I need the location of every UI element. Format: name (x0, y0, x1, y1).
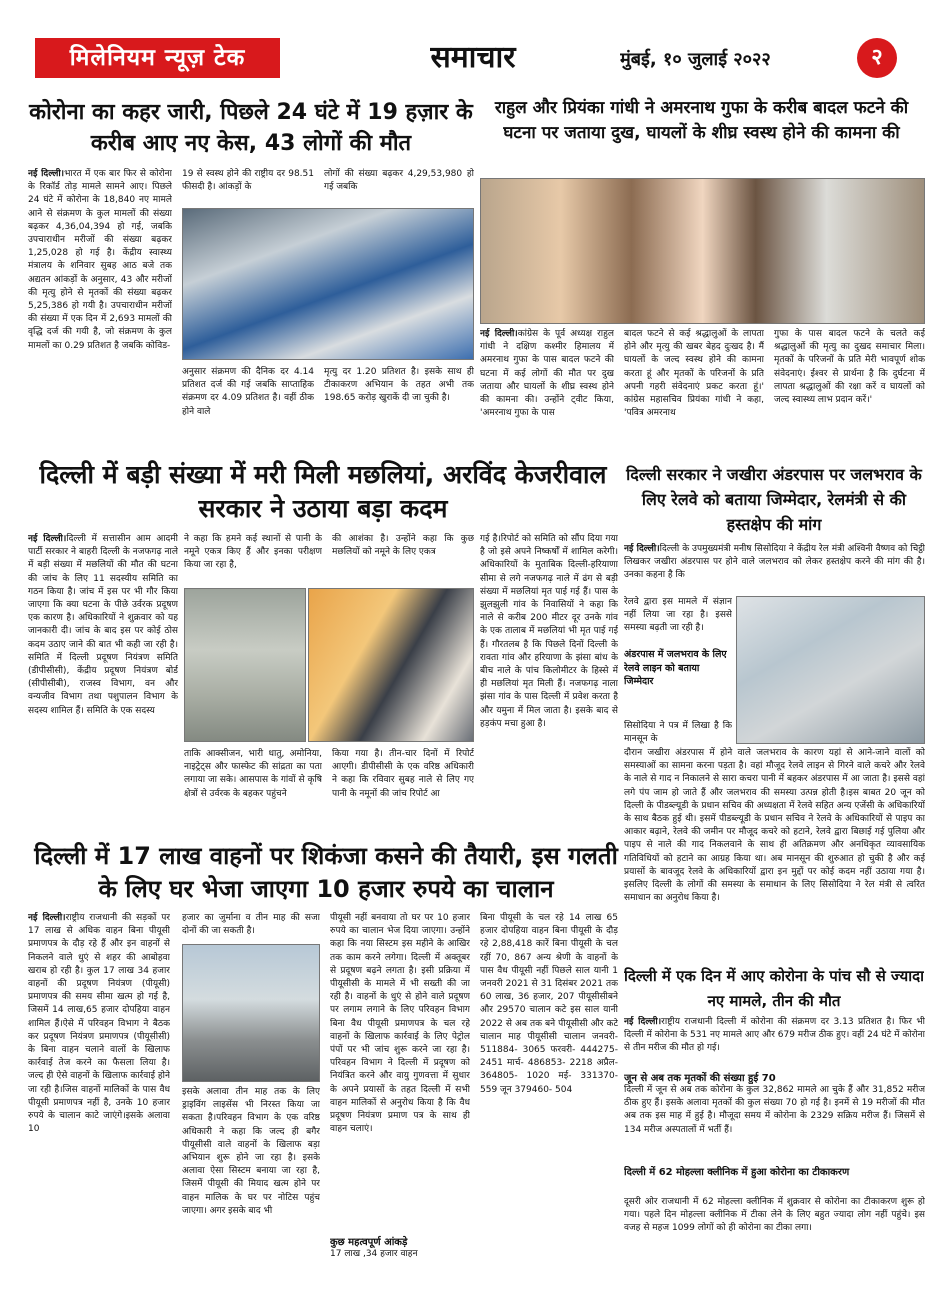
story3-dateline: नई दिल्ली। (28, 534, 67, 544)
story5-headline: दिल्ली में 17 लाख वाहनों पर शिकंजा कसने की तैयारी, इस गलती के लिए घर भेजा जाएगा 10 हजार रुपये का चालान (34, 842, 618, 903)
story5-dateline: नई दिल्ली। (28, 913, 66, 923)
story6-headline: दिल्ली में एक दिन में आए कोरोना के पांच सौ से ज्यादा नए मामले, तीन की मौत (624, 967, 924, 1010)
story6-p2: दिल्ली में जून से अब तक कोरोना के कुल 32,862 मामले आ चुके हैं और 31,852 मरीज ठीक हुए हैं। इसके अलावा मृतकों की कुल संख्या 70 हो गई है। इनमें से 19 मरीजों की मौत अब तक इस माह में हुई है। मौजूदा समय में कोरोना के 2329 सक्रिय मरीज हैं। जिसमें से 134 मरीज अस्पतालों में भर्ती हैं। (624, 1085, 925, 1135)
kejriwal-photo (308, 588, 474, 742)
story3-headline: दिल्ली में बड़ी संख्या में मरी मिली मछलियां, अरविंद केजरीवाल सरकार ने उठाया बड़ा कदम (39, 460, 607, 523)
traffic-check-photo (182, 944, 320, 1082)
story3-col3b: किया गया है। तीन-चार दिनों में रिपोर्ट आएगी। डीपीसीसी के एक वरिष्ठ अधिकारी ने कहा कि रविवार सुबह नाले से लिए गए पानी के नमूनों की जांच रिपोर्ट आ (332, 749, 474, 799)
story3-col4: गई है।रिपोर्ट को समिति को सौंप दिया गया है जो इसे अपने निष्कर्षों में शामिल करेगी। अधिकारियों के मुताबिक दिल्ली-हरियाणा सीमा से लगे नजफगढ़ नाले में ढंग से बड़ी संख्या में मछलियां मृत पाई गई हैं। पास के झुलझुली गांव के निवासियों ने कहा कि नाले से करीब 200 मीटर दूर उनके गांव के एक तालाब में मछलियां भी मृत पाई गई हैं। गौरतलब है कि पिछले दिनों दिल्ली के रावता गांव और हरियाणा के झंसा बांध के बीच नाले के पांच किलोमीटर के हिस्से में ही मछलियां मृत मिली हैं। नजफगढ़ नाला झंसा गांव के पास दिल्ली में प्रवेश करता है और यमुना में मिल जाता है। इसके बाद से हड़कंप मचा हुआ है। (480, 534, 618, 729)
story5-col2a: हजार का जुर्माना व तीन माह की सजा दोनों की जा सकती है। (182, 913, 320, 937)
story4-intro: नई दिल्ली।दिल्ली के उपमुख्यमंत्री मनीष सिसोदिया ने केंद्रीय रेल मंत्री अश्विनी वैष्णव को चिट्ठी लिखकर जखीरा अंडरपास पर होने वाले जलभराव को लेकर हस्तक्षेप करने की मांग की है। उनका कहना है कि (624, 544, 925, 581)
issue-date: मुंबई, १० जुलाई २०२२ (620, 49, 771, 70)
story1-dateline: नई दिल्ली। (28, 169, 65, 179)
story4-dateline: नई दिल्ली। (624, 544, 660, 554)
story2-col2: बादल फटने से कई श्रद्धालुओं के लापता होने और मृत्यु की खबर बेहद दुःखद है। मैं घायलों के जल्द स्वस्थ होने की कामना करता हूं और मृतकों के परिजनों के प्रति अपनी गहरी संवेदनाएं प्रकट करता हूं।' कांग्रेस महासचिव प्रियंका गांधी ने कहा, 'पवित्र अमरनाथ (624, 329, 764, 419)
story6-subhead1: जून से अब तक मृतकों की संख्या हुई 70 (624, 1073, 776, 1084)
story6-p3: दूसरी ओर राजधानी में 62 मोहल्ला क्लीनिक में शुक्रवार से कोरोना का टीकाकरण शुरू हो गया। पहले दिन मोहल्ला क्लीनिक में टीका लेने के लिए बहुत ज्यादा लोग नहीं पहुंचे। इस वजह से महज 1099 लोगों को ही कोरोना का टीका लगा। (624, 1197, 925, 1234)
story4-side: रेलवे द्वारा इस मामले में संज्ञान नहीं लिया जा रहा है। इससे समस्या बढ़ती जा रही है। (624, 597, 732, 634)
story1-col1: नई दिल्ली।भारत में एक बार फिर से कोरोना के रिकॉर्ड तोड़ मामले सामने आए। पिछले 24 घंटे में कोरोना के 18,840 नए मामले आने से संक्रमण के कुल मामलों की संख्या बढ़कर 4,36,04,394 हो गई, जबकि उपचाराधीन मरीजों की संख्या बढ़कर 1,25,028 हो गई है। केंद्रीय स्वास्थ्य मंत्रालय के शनिवार सुबह आठ बजे तक अद्यतन आंकड़ों के अनुसार, 43 और मरीजों की मृत्यु होने से मृतकों की संख्या बढ़कर 5,25,386 हो गयी है। उपचाराधीन मरीजों की संख्या में एक दिन में 2,693 मामलों की वृद्धि दर्ज की गयी है, जो संक्रमण के कुल मामलों का 0.29 प्रतिशत है जबकि कोविड- (28, 169, 172, 351)
story1-col3a: लोगों की संख्या बढ़कर 4,29,53,980 हो गई जबकि (324, 169, 474, 193)
story1-headline: कोरोना का कहर जारी, पिछले 24 घंटे में 19 हज़ार के करीब आए नए केस, 43 लोगों की मौत (29, 100, 473, 156)
story6-dateline: नई दिल्ली। (624, 1017, 662, 1027)
story2-headline: राहुल और प्रियंका गांधी ने अमरनाथ गुफा के करीब बादल फटने की घटना पर जताया दुख, घायलों के शीघ्र स्वस्थ होने की कामना की (494, 98, 909, 143)
story3-col2a: ने कहा कि हमने कई स्थानों से पानी के नमूने एकत्र किए हैं और इनका परीक्षण किया जा रहा है, (184, 534, 322, 571)
story6-subhead2: दिल्ली में 62 मोहल्ला क्लीनिक में हुआ कोरोना का टीकाकरण (624, 1167, 850, 1178)
story4-subhead: अंडरपास में जलभराव के लिए रेलवे लाइन को बताया जिम्मेदार (624, 649, 727, 687)
sisodia-photo (736, 596, 925, 744)
dead-fish-photo (184, 588, 306, 742)
masthead-logo: मिलेनियम न्यूज़ टेक (35, 38, 280, 78)
covid-testing-photo (182, 208, 474, 360)
story3-col1: नई दिल्ली।दिल्ली में सत्तासीन आम आदमी पार्टी सरकार ने बाहरी दिल्ली के नजफगढ़ नाले में बड़ी संख्या में मछलियों की मौत की घटना की जांच के लिए 11 सदस्यीय समिति का गठन किया है। जांच में इस पर भी गौर किया जाएगा कि क्या घटना के पीछे उर्वरक प्रदूषण एक कारण है। अधिकारियों ने शुक्रवार को यह जानकारी दी। जांच के बाद इस पर कोई ठोस कदम उठाए जाने की बात भी कही जा रही है। समिति में दिल्ली प्रदूषण नियंत्रण समिति (डीपीसीसी), केंद्रीय प्रदूषण नियंत्रण बोर्ड (सीपीसीबी), राजस्व विभाग, वन और वन्यजीव विभाग तथा पशुपालन विभाग के सदस्य शामिल हैं। समिति के एक सदस्य (28, 534, 178, 716)
story3-col3a: की आशंका है। उन्होंने कहा कि कुछ मछलियों को नमूने के लिए एकत्र (332, 534, 474, 558)
story5-col2b: इसके अलावा तीन माह तक के लिए ड्राइविंग लाइसेंस भी निरस्त किया जा सकता है।परिवहन विभाग के एक वरिष्ठ अधिकारी ने कहा कि जल्द ही बगैर पीयूसीसी वाले वाहनों के खिलाफ बड़ा अभियान शुरू होने जा रहा है। इसके अलावा ऐसा सिस्टम बनाया जा रहा है, जिसमें पीयूसी की मियाद खत्म होने पर वाहन मालिक के घर पर नोटिस पहुंच जाएगा। अगर इसके बाद भी (182, 1087, 320, 1216)
story5-col3-subhead: कुछ महत्वपूर्ण आंकड़े (330, 1237, 408, 1248)
section-title: समाचार (430, 40, 516, 75)
page-number: २ (857, 38, 897, 78)
story2-col3: गुफा के पास बादल फटने के चलते कई श्रद्धालुओं की मृत्यु का दुखद समाचार मिला। मृतकों के परिजनों के प्रति मेरी भावपूर्ण शोक संवेदनाएं। ईश्वर से प्रार्थना है कि दुर्घटना में लापता श्रद्धालुओं की रक्षा करें व घायलों को जल्द स्वास्थ्य लाभ प्रदान करें।' (774, 329, 925, 406)
story2-dateline: नई दिल्ली। (480, 329, 518, 339)
story5-col3: पीयूसी नहीं बनवाया तो घर पर 10 हजार रुपये का चालान भेज दिया जाएगा। उन्होंने कहा कि नया सिस्टम इस महीने के आखिर तक काम करने लगेगा। दिल्ली में अक्तूबर से प्रदूषण बढ़ने लगता है। इसी प्रक्रिया में पीयूसीसी के मामले में भी सख्ती की जा रही है। वाहनों के धुएं से होने वाले प्रदूषण पर लगाम लगाने के लिए परिवहन विभाग बिना वैध पीयूसी प्रमाणपत्र के चल रहे वाहनों के खिलाफ कार्रवाई के लिए पेट्रोल पंपों पर भी जांच शुरू करने जा रहा है। परिवहन विभाग ने दिल्ली में प्रदूषण को नियंत्रित करने और वायु गुणवत्ता में सुधार के अपने प्रयासों के तहत दिल्ली में सभी वाहन मालिकों से अनुरोध किया है कि वैध प्रदूषण नियंत्रण प्रमाण पत्र के साथ ही वाहन चलाएं। (330, 913, 470, 1135)
story5-col4: बिना पीयूसी के चल रहे 14 लाख 65 हजार दोपहिया वाहन बिना पीयूसी के दौड़ रहे 2,88,418 कारें बिना पीयूसी के चल रहीं 70, 867 अन्य श्रेणी के वाहनों के पास वैध पीयूसी नहीं पिछले साल यानी 1 जनवरी 2021 से 31 दिसंबर 2021 तक 60 लाख, 36 हजार, 207 पीयूसीसीबने और 29570 चालान कटे इस साल यानी 2022 से अब तक बने पीयूसीसी और कटे चालान माह पीयूसीसी चालान जनवरी- 511884- 3065 फरवरी- 444275- 2451 मार्च- 486853- 2218 अप्रैल- 364805- 1020 मई- 331370- 559 जून 379460- 504 (480, 913, 618, 1095)
story4-body: दौरान जखीरा अंडरपास में होने वाले जलभराव के कारण यहां से आने-जाने वालों को समस्याओं का सामना करना पड़ता है। वहां मौजूद रेलवे लाइन से गिरने वाले कचरे और रेलवे के नाले से गाद न निकालने से सारा कचरा पानी में बहकर अंडरपास में आ जाता है। इससे वहां लगे पंप जाम हो जाते हैं और जलभराव की समस्या उत्पन्न होती है।इस बाबत 20 जून को दिल्ली के पीडब्ल्यूडी के प्रधान सचिव की अध्यक्षता में रेलवे सहित अन्य एजेंसी के अधिकारियों के साथ बैठक हुई थी। इसमें पीडब्ल्यूडी के प्रधान सचिव ने रेलवे के अधिकारियों से पाइप का आकार बढ़ाने, रेलवे की जमीन पर मौजूद कचरे को हटाने, रेलवे द्वारा बिछाई गई पुलिया और पाइप से नाले की गाद निकलवाने के साथ ही अतिक्रमण और अनधिकृत व्यावसायिक गतिविधियों को हटाने का आग्रह किया था। अब मानसून की शुरुआत हो चुकी है और कई प्रयासों के बावजूद रेलवे के अधिकारियों द्वारा इन मुद्दों पर कोई कदम नहीं उठाया गया है। इसलिए दिल्ली के लोगों की समस्या के समाधान के लिए सिसोदिया ने रेल मंत्री से त्वरित समाधान का अनुरोध किया है। (624, 748, 925, 904)
story1-col2b: अनुसार संक्रमण की दैनिक दर 4.14 प्रतिशत दर्ज की गई जबकि साप्ताहिक संक्रमण दर 4.09 प्रतिशत है। वहीं ठीक होने वाले (182, 367, 314, 417)
rahul-priyanka-photo (480, 178, 925, 324)
story2-col1: नई दिल्ली।कांग्रेस के पूर्व अध्यक्ष राहुल गांधी ने दक्षिण कश्मीर हिमालय में अमरनाथ गुफा के पास बादल फटने की घटना में कई लोगों की मौत पर दुख जताया और घायलों के शीघ्र स्वस्थ होने की कामना की। उन्होंने ट्वीट किया, 'अमरनाथ गुफा के पास (480, 329, 614, 419)
story5-col3-end: 17 लाख ,34 हजार वाहन (330, 1249, 418, 1259)
story4-side2: सिसोदिया ने पत्र में लिखा है कि मानसून के (624, 721, 732, 745)
story5-col1: नई दिल्ली।राष्ट्रीय राजधानी की सड़कों पर 17 लाख से अधिक वाहन बिना पीयूसी प्रमाणपत्र के दौड़ रहे हैं और इन वाहनों से निकलने वाले धुएं से शहर की आबोहवा खराब हो रही है। कुल 17 लाख 34 हजार वाहनों की प्रदूषण नियंत्रण (पीयूसी) प्रमाणपत्र की समय सीमा खत्म हो गई है, जिसमें 14 लाख,65 हजार दोपहिया वाहन शामिल हैं।ऐसे में परिवहन विभाग ने बैठक कर प्रदूषण नियंत्रण प्रमाणपत्र (पीयूसीसी) के बिना वाहन चलाने वालों के खिलाफ कार्रवाई तेज करने का फैसला लिया है। जल्द ही ऐसे वाहनों के खिलाफ कार्रवाई होने जा रही है।जिस वाहनों मालिकों के पास वैध पीयूसी प्रमाणपत्र नहीं है, उनके 10 हजार रुपये के चालान काटे जाएंगे।इसके अलावा 10 (28, 913, 170, 1135)
story1-col2a: 19 से स्वस्थ होने की राष्ट्रीय दर 98.51 फीसदी है। आंकड़ों के (182, 169, 314, 193)
story6-p1: नई दिल्ली।राष्ट्रीय राजधानी दिल्ली में कोरोना की संक्रमण दर 3.13 प्रतिशत है। फिर भी दिल्ली में कोरोना के 531 नए मामले आए और 679 मरीज ठीक हुए। वहीं 24 घंटे में कोरोना से तीन मरीज की मौत हो गई। (624, 1017, 925, 1054)
story3-col2b: ताकि आक्सीजन, भारी धातु, अमोनिया, नाइट्रेट्स और फास्फेट की सांद्रता का पता लगाया जा सके। आसपास के गांवों से कृषि क्षेत्रों से उर्वरक के बहकर पहुंचने (184, 749, 322, 799)
story1-col3b: मृत्यु दर 1.20 प्रतिशत है। इसके साथ ही टीकाकरण अभियान के तहत अभी तक 198.65 करोड़ खुराकें दी जा चुकी है। (324, 367, 474, 404)
story4-headline: दिल्ली सरकार ने जखीरा अंडरपास पर जलभराव के लिए रेलवे को बताया जिम्मेदार, रेलमंत्री से की हस्तक्षेप की मांग (626, 465, 922, 534)
